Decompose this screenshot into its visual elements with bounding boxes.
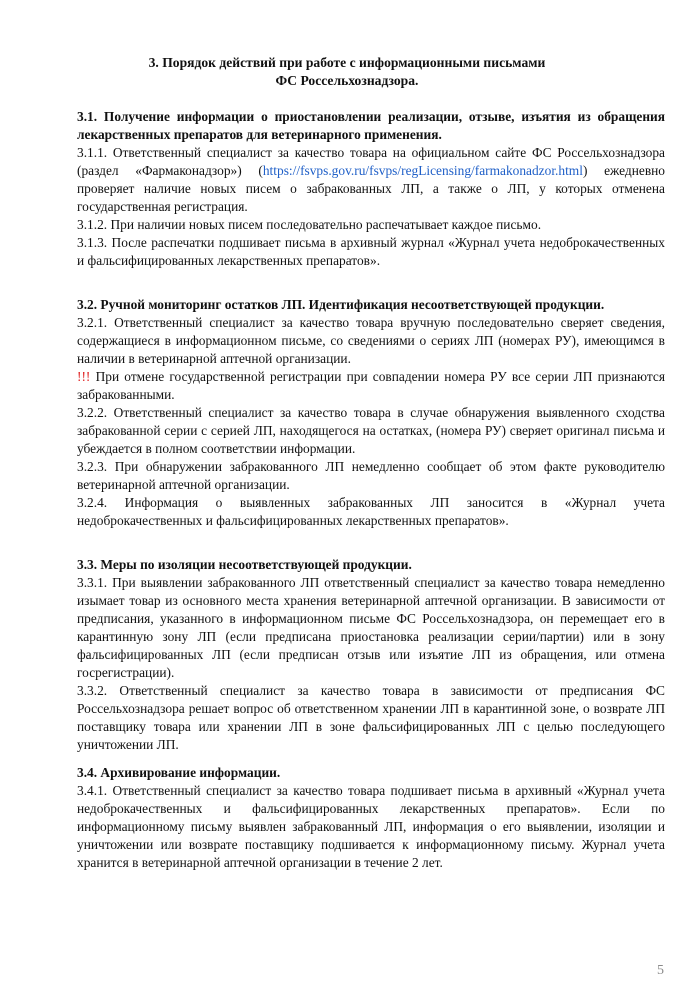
paragraph-3-1-2: 3.1.2. При наличии новых писем последовательно распечатывает каждое письмо. — [77, 217, 542, 232]
paragraph-3-1-1-pre: 3.1.1. Ответственный специалист за качество товара на официальном сайте ФС Россельхознадзора (раздел «Фармаконадзор») ( — [77, 145, 665, 178]
warning-text: При отмене государственной регистрации при совпадении номера РУ все серии ЛП признаются забракованными. — [77, 369, 665, 402]
section-3-4 — [77, 764, 665, 872]
title-line-2: ФС Россельхознадзора. — [275, 73, 419, 88]
section-3-2 — [77, 296, 665, 530]
page-title — [77, 54, 617, 90]
paragraph-3-1-1-post: ) ежедневно проверяет наличие новых писем о забракованных ЛП, а также о ЛП, у которых отменена государственная регистрация. — [77, 163, 666, 214]
paragraph-3-3-2: 3.3.2. Ответственный специалист за качество товара в зависимости от предписания ФС Россельхознадзора решает вопрос об ответственном хранении ЛП в карантинной зоне, о возврате ЛП поставщику товара или хранении ЛП в зоне фальсифицированных ЛП с целью последующего уничтожении ЛП. — [77, 683, 665, 752]
page-number: 5 — [657, 963, 664, 978]
section-3-2-heading: 3.2. Ручной мониторинг остатков ЛП. Идентификация несоответствующей продукции. — [77, 297, 605, 312]
warning-mark: !!! — [77, 369, 91, 384]
section-3-3-heading: 3.3. Меры по изоляции несоответствующей продукции. — [77, 557, 412, 572]
paragraph-3-2-4: 3.2.4. Информация о выявленных забракованных ЛП заносится в «Журнал учета недоброкачественных и фальсифицированных лекарственных препаратов». — [77, 495, 665, 528]
paragraph-3-2-1: 3.2.1. Ответственный специалист за качество товара вручную последовательно сверяет сведения, содержащиеся в информационном письме, со сведениями о сериях ЛП (номерах РУ), имеющимся в наличии в ветеринарной аптечной организации. — [77, 315, 665, 366]
paragraph-3-4-1: 3.4.1. Ответственный специалист за качество товара подшивает письма в архивный «Журнал учета недоброкачественных и фальсифицированных лекарственных препаратов». Если по информационному письму выявлен забракованный ЛП, информация о его выявлении, изоляции и уничтожении или возврате поставщику подшивается к информационному письму. Журнал учета хранится в ветеринарной аптечной организации в течение 2 лет. — [77, 783, 665, 870]
paragraph-3-3-1: 3.3.1. При выявлении забракованного ЛП ответственный специалист за качество товара немедленно изымает товар из основного места хранения ветеринарной аптечной организации. В зависимости от предписания, указанного в информационном письме ФС Россельхознадзора, он перемещает его в карантинную зону ЛП (если предписана приостановка реализации серии/партии) или в зону фальсифицированных ЛП (если предписан отзыв или изъятие ЛП из обращения, или отмена госрегистрации). — [77, 575, 665, 680]
title-line-1: 3. Порядок действий при работе с информационными письмами — [148, 55, 546, 70]
section-3-1-heading: 3.1. Получение информации о приостановлении реализации, отзыве, изъятия из обращения лекарственных препаратов для ветеринарного применения. — [77, 109, 665, 142]
paragraph-3-2-2: 3.2.2. Ответственный специалист за качество товара в случае обнаружения выявленного сходства забракованной серии с серией ЛП, находящегося на остатках, (номера РУ) сверяет оригинал письма и убеждается в полном соответствии информации. — [77, 405, 665, 456]
warning-paragraph — [77, 368, 665, 404]
paragraph-3-1-3: 3.1.3. После распечатки подшивает письма в архивный журнал «Журнал учета недоброкачественных и фальсифицированных лекарственных препаратов». — [77, 235, 665, 268]
paragraph-3-2-3: 3.2.3. При обнаружении забракованного ЛП немедленно сообщает об этом факте руководителю ветеринарной аптечной организации. — [77, 459, 665, 492]
section-3-3 — [77, 556, 665, 754]
section-3-1 — [77, 108, 665, 270]
fsvps-link[interactable]: https://fsvps.gov.ru/fsvps/regLicensing/farmakonadzor.html — [262, 163, 583, 178]
paragraph-3-1-1 — [77, 144, 665, 216]
section-3-4-heading: 3.4. Архивирование информации. — [77, 765, 281, 780]
